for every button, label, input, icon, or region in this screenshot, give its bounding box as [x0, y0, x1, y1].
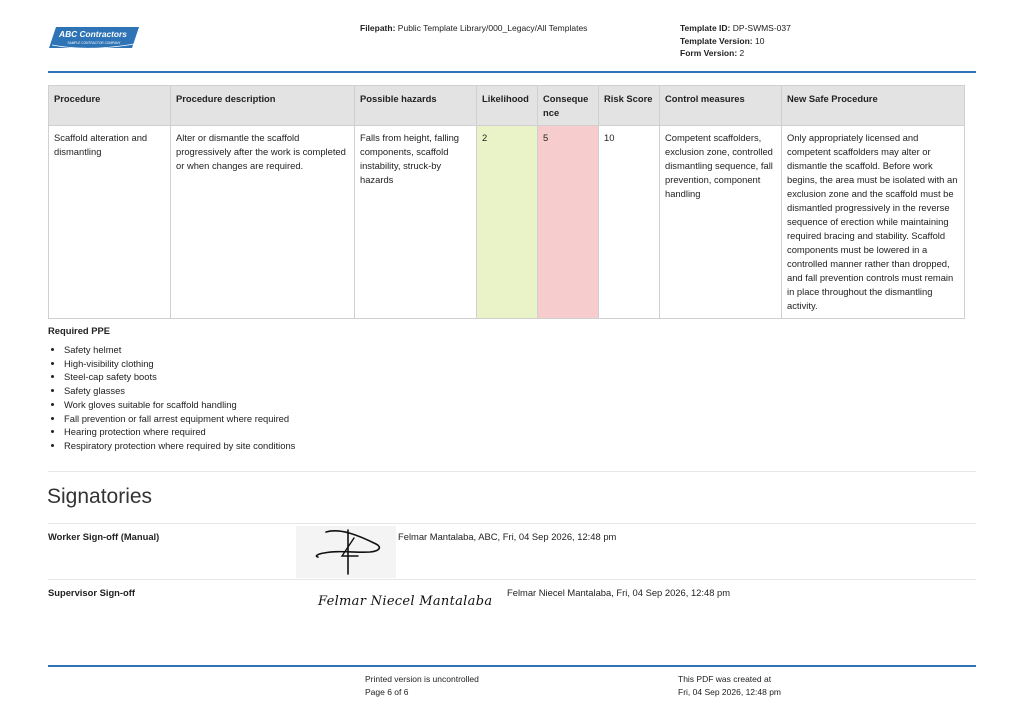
worker-signature-image — [296, 526, 396, 578]
cell-description: Alter or dismantle the scaffold progressively after the work is completed or when changes are required. — [171, 126, 355, 319]
list-item: • Safety glasses — [64, 384, 295, 398]
list-item: • Work gloves suitable for scaffold handling — [64, 398, 295, 412]
ppe-title: Required PPE — [48, 325, 110, 336]
header-likelihood: Likelihood — [477, 86, 538, 126]
list-item: • Hearing protection where required — [64, 425, 295, 439]
logo-subtext: SAMPLE CONTRACTOR COMPANY — [67, 41, 121, 45]
header-hazards: Possible hazards — [355, 86, 477, 126]
table-header-row — [49, 86, 965, 126]
template-id-label: Template ID: — [680, 23, 731, 33]
table-row — [49, 126, 965, 319]
filepath — [360, 22, 587, 35]
template-info — [680, 22, 791, 60]
supervisor-signoff-detail: Felmar Niecel Mantalaba, Fri, 04 Sep 2026, 12:48 pm — [507, 587, 731, 598]
logo-text: ABC Contractors — [59, 29, 127, 39]
filepath-label: Filepath: — [360, 23, 396, 33]
form-version-label: Form Version: — [680, 48, 738, 58]
header-divider — [48, 71, 976, 73]
footer-divider — [48, 665, 976, 667]
filepath-value: Public Template Library/000_Legacy/All Templates — [397, 23, 588, 33]
signatories-heading: Signatories — [47, 485, 153, 508]
hazard-table — [48, 85, 965, 319]
list-item: • Safety helmet — [64, 343, 295, 357]
form-version-value: 2 — [739, 48, 745, 58]
created-label: This PDF was created at — [678, 674, 772, 684]
uncontrolled-notice: Printed version is uncontrolled — [365, 674, 479, 684]
worker-signoff-detail: Felmar Mantalaba, ABC, Fri, 04 Sep 2026, 12:48 pm — [398, 531, 617, 542]
cell-consequence: 5 — [538, 126, 599, 319]
list-item: • Fall prevention or fall arrest equipment where required — [64, 412, 295, 426]
header-risk-score: Risk Score — [599, 86, 660, 126]
list-item: • Respiratory protection where required by site conditions — [64, 439, 295, 453]
signatory-divider — [48, 579, 976, 580]
template-version-value: 10 — [754, 35, 765, 46]
supervisor-signature-image: Felmar Niecel Mantalaba — [318, 594, 493, 609]
list-item: • High-visibility clothing — [64, 357, 295, 371]
cell-controls: Competent scaffolders, exclusion zone, controlled dismantling sequence, fall prevention, component handling — [660, 126, 782, 319]
company-logo — [48, 26, 140, 50]
cell-new-procedure: Only appropriately licensed and competent scaffolders may alter or dismantle the scaffold. Before work begins, the area must be isolated with an exclusion zone and the scaffold must be dismantled progressively in the reverse sequence of erection while maintaining required bracing and stability. Scaffold components must be lowered in a controlled manner rather than dropped, and fall prevention controls must remain in place throughout the dismantling activity. — [782, 126, 965, 319]
cell-procedure: Scaffold alteration and dismantling — [49, 126, 171, 319]
list-item: • Steel-cap safety boots — [64, 370, 295, 384]
template-id-value: DP-SWMS-037 — [732, 23, 791, 33]
footer-right — [678, 673, 781, 699]
header-controls: Control measures — [660, 86, 782, 126]
template-version-label: Template Version: — [680, 35, 753, 46]
header-new-procedure: New Safe Procedure — [782, 86, 965, 126]
supervisor-signoff-label: Supervisor Sign-off — [48, 587, 135, 598]
section-divider — [48, 471, 976, 472]
created-date: Fri, 04 Sep 2026, 12:48 pm — [678, 687, 782, 697]
header-procedure: Procedure — [49, 86, 171, 126]
header-description: Procedure description — [171, 86, 355, 126]
page-number: Page 6 of 6 — [365, 687, 409, 697]
ppe-list — [48, 343, 295, 453]
cell-risk-score: 10 — [599, 126, 660, 319]
worker-signoff-label: Worker Sign-off (Manual) — [48, 531, 160, 542]
header-consequence: Consequence — [538, 86, 599, 126]
signatory-divider — [48, 523, 976, 524]
footer-left — [365, 673, 479, 699]
cell-hazards: Falls from height, falling components, scaffold instability, struck-by hazards — [355, 126, 477, 319]
cell-likelihood: 2 — [477, 126, 538, 319]
